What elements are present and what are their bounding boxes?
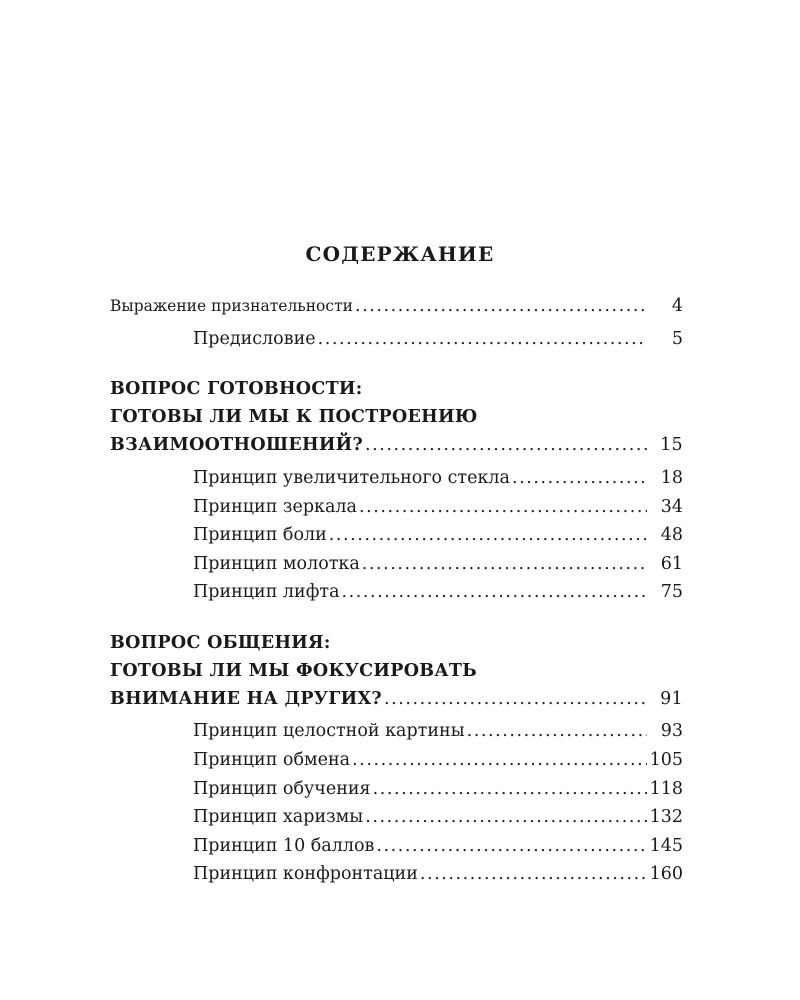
toc-entry[interactable] [193, 523, 683, 547]
toc-entry-label: Принцип 10 баллов [193, 836, 375, 856]
section-heading-line: ВОПРОС ОБЩЕНИЯ: [110, 633, 331, 653]
toc-entry[interactable] [193, 466, 683, 490]
toc-entry-label: Принцип увеличительного стекла [193, 468, 510, 488]
section-heading-line: ВНИМАНИЕ НА ДРУГИХ? [110, 689, 382, 709]
toc-entry-page: 5 [671, 329, 683, 349]
toc-entry[interactable] [193, 862, 683, 886]
leader-dots [467, 719, 647, 743]
toc-entry-page: 4 [671, 296, 683, 316]
toc-entry-page: 48 [660, 525, 683, 545]
toc-entry-label: Принцип лифта [193, 582, 340, 602]
toc-entry-page: 18 [660, 468, 683, 488]
leader-dots [355, 294, 647, 318]
leader-dots [318, 327, 647, 351]
leader-dots [359, 495, 647, 519]
toc-entry-page: 145 [649, 836, 683, 856]
leader-dots [352, 748, 647, 772]
toc-entry-page: 75 [660, 582, 683, 602]
page-title: СОДЕРЖАНИЕ [305, 242, 495, 266]
toc-entry-page: 160 [649, 864, 683, 884]
section-heading-line: ГОТОВЫ ЛИ МЫ К ПОСТРОЕНИЮ [110, 407, 478, 427]
toc-entry-page: 93 [660, 721, 683, 741]
leader-dots [365, 433, 647, 457]
toc-entry-label: Принцип конфронтации [193, 864, 418, 884]
leader-dots [329, 523, 647, 547]
toc-entry-label: Принцип обучения [193, 779, 371, 799]
toc-entry-label: Принцип молотка [193, 554, 360, 574]
leader-dots [376, 834, 647, 858]
toc-entry-label: Принцип боли [193, 525, 327, 545]
section-page: 15 [660, 435, 683, 455]
section-entry[interactable] [110, 433, 683, 457]
toc-entry[interactable] [193, 834, 683, 858]
toc-entry-label: Выражение признательности [110, 297, 353, 315]
toc-entry-label: Принцип целостной картины [193, 721, 465, 741]
leader-dots [342, 580, 647, 604]
section-heading-line: ВОПРОС ГОТОВНОСТИ: [110, 379, 363, 399]
toc-entry-label: Принцип харизмы [193, 807, 364, 827]
toc-entry-label: Принцип зеркала [193, 497, 357, 517]
leader-dots [512, 466, 647, 490]
section-page: 91 [660, 689, 683, 709]
leader-dots [362, 552, 647, 576]
toc-entry[interactable] [193, 495, 683, 519]
toc-entry[interactable] [110, 294, 683, 318]
leader-dots [373, 777, 647, 801]
toc-entry-label: Принцип обмена [193, 750, 351, 770]
toc-entry-label: Предисловие [193, 329, 316, 349]
section-entry[interactable] [110, 687, 683, 711]
toc-entry-page: 105 [649, 750, 683, 770]
toc-entry-page: 34 [660, 497, 683, 517]
toc-entry[interactable] [193, 552, 683, 576]
section-heading-line: ГОТОВЫ ЛИ МЫ ФОКУСИРОВАТЬ [110, 661, 477, 681]
leader-dots [420, 862, 647, 886]
toc-entry[interactable] [193, 777, 683, 801]
toc-entry[interactable] [193, 805, 683, 829]
toc-entry-page: 118 [649, 779, 683, 799]
toc-entry[interactable] [193, 719, 683, 743]
toc-entry[interactable] [193, 580, 683, 604]
leader-dots [384, 687, 647, 711]
section-heading-line: ВЗАИМООТНОШЕНИЙ? [110, 435, 364, 455]
leader-dots [365, 805, 647, 829]
toc-entry-page: 132 [649, 807, 683, 827]
toc-entry[interactable] [193, 748, 683, 772]
toc-entry[interactable] [193, 327, 683, 351]
toc-entry-page: 61 [660, 554, 683, 574]
